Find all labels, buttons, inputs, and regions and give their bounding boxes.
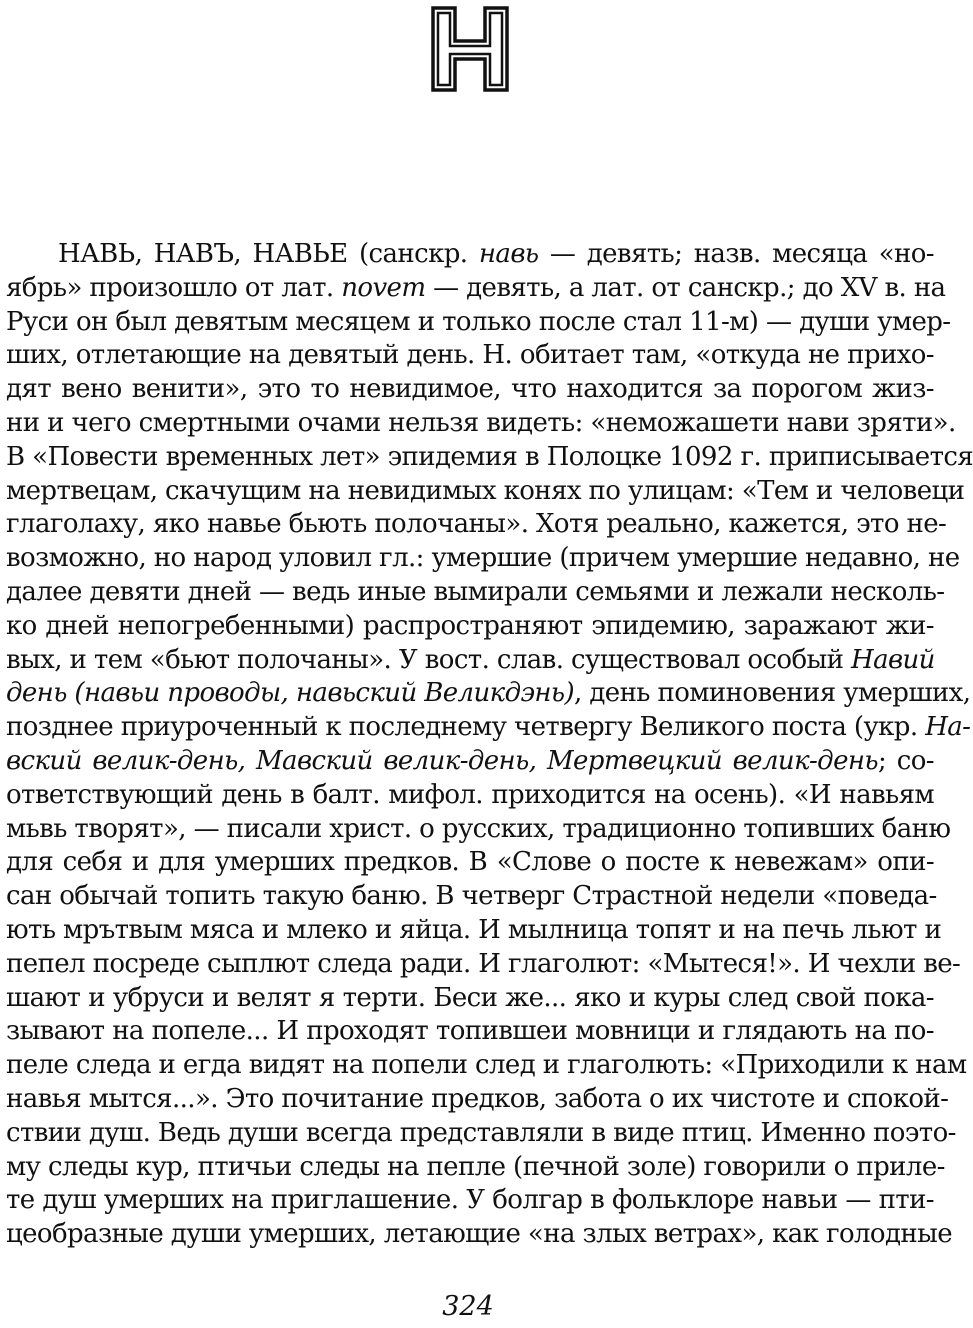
text-line — [6, 1184, 934, 1218]
italic-term: На- — [925, 712, 971, 743]
text-line — [6, 1117, 956, 1151]
text-segment: сан обычай топить такую баню. В четверг Страстной недели «поведа- — [6, 881, 937, 912]
text-line — [6, 441, 973, 475]
text-line — [6, 880, 937, 914]
text-line — [6, 238, 934, 272]
text-segment: ють мрътвым мяса и млеко и яйца. И мылница топят и на печь льют и — [6, 914, 942, 945]
text-segment: вых, и тем «бьют полочаны». У вост. слав. существовал особый — [6, 644, 852, 675]
text-line — [6, 306, 951, 340]
text-segment: ствии душ. Ведь души всегда представляли в виде птиц. Именно поэто- — [6, 1117, 956, 1148]
text-segment: те душ умерших на приглашение. У болгар в фольклоре навьи — пти- — [6, 1185, 934, 1216]
text-line — [6, 779, 934, 813]
text-segment: му следы кур, птичьи следы на пепле (печной золе) говорили о приле- — [6, 1151, 945, 1182]
text-segment: мертвецам, скачущим на невидимых конях по улицам: «Тем и человеци — [6, 475, 965, 506]
text-line — [6, 1218, 953, 1252]
text-segment: — девять; назв. месяца «но- — [538, 239, 934, 269]
italic-term: novem — [341, 272, 426, 303]
dictionary-entry-text — [6, 238, 973, 1252]
text-line — [6, 373, 934, 407]
text-segment: ; со- — [877, 745, 934, 776]
text-line — [6, 542, 960, 576]
text-line — [6, 948, 961, 982]
text-segment: глаголаху, яко навье бьють полочаны». Хотя реально, кажется, это не- — [6, 509, 947, 540]
text-line — [6, 272, 946, 306]
italic-term: навь — [478, 239, 539, 269]
text-segment: цеобразные души умерших, летающие «на злых ветрах», как голодные — [6, 1219, 953, 1250]
text-segment: ко дней непогребенными) распространяют эпидемию, заражают жи- — [6, 610, 934, 641]
text-line — [6, 508, 947, 542]
text-line — [6, 610, 934, 644]
text-segment: Руси он был девятым месяцем и только после стал 11-м) — души умер- — [6, 306, 951, 337]
text-segment: мьвь творят», — писали христ. о русских, традиционно топивших баню — [6, 813, 951, 844]
text-line — [6, 1015, 934, 1049]
italic-term: вский велик-день, Мавский велик-день, Мертвецкий велик-день — [6, 745, 878, 776]
text-segment: пепел посреде сыплют следа ради. И глаголют: «Мытеся!». И чехли ве- — [6, 948, 961, 979]
text-segment: ябрь» произошло от лат. — [6, 272, 342, 303]
text-segment: дят вено венити», это то невидимое, что находится за порогом жиз- — [6, 374, 934, 405]
text-line — [6, 745, 934, 779]
text-segment: шают и убруси и велят я терти. Беси же... яко и куры след свой пока- — [6, 982, 934, 1013]
text-segment: ответствующий день в балт. мифол. приходится на осень). «И навьям — [6, 779, 934, 810]
drop-cap-letter-n — [430, 5, 510, 93]
text-line — [6, 846, 934, 880]
text-line — [6, 1083, 949, 1117]
italic-term: день (навьи проводы, навьский Великдэнь) — [6, 678, 575, 709]
text-segment: — девять, а лат. от санскр.; до XV в. на — [425, 272, 946, 303]
text-line — [6, 813, 951, 847]
text-segment: далее девяти дней — ведь иные вымирали семьями и лежали несколь- — [6, 576, 945, 607]
text-line — [6, 644, 934, 678]
text-line — [6, 711, 971, 745]
text-line — [6, 407, 956, 441]
text-line — [6, 475, 965, 509]
text-segment: ни и чего смертными очами нельзя видеть: «неможашети нави зряти». — [6, 407, 956, 438]
italic-term: Навий — [851, 644, 935, 675]
text-segment: для себя и для умерших предков. В «Слове о посте к невежам» опи- — [6, 847, 934, 878]
text-segment: НАВЬ, НАВЪ, НАВЬЕ (санскр. — [58, 239, 479, 269]
text-line — [6, 677, 971, 711]
text-line — [6, 1151, 945, 1185]
text-segment: навья мытся...». Это почитание предков, забота о их чистоте и спокой- — [6, 1083, 949, 1114]
text-segment: зывают на попеле... И проходят топившеи мовници и глядають на по- — [6, 1016, 934, 1047]
text-line — [6, 982, 934, 1016]
text-segment: возможно, но народ уловил гл.: умершие (причем умершие недавно, не — [6, 543, 960, 574]
page-number: 324 — [442, 1291, 494, 1322]
text-line — [6, 339, 934, 373]
text-segment: позднее приуроченный к последнему четвергу Великого поста (укр. — [6, 712, 926, 743]
text-line — [6, 1049, 967, 1083]
text-segment: ших, отлетающие на девятый день. Н. обитает там, «откуда не прихо- — [6, 340, 934, 371]
text-segment: , день поминовения умерших, — [574, 678, 971, 709]
text-line — [6, 914, 942, 948]
text-segment: пеле следа и егда видят на попели след и глаголють: «Приходили к нам — [6, 1050, 967, 1081]
text-line — [6, 576, 945, 610]
text-segment: В «Повести временных лет» эпидемия в Полоцке 1092 г. приписывается — [6, 441, 973, 472]
